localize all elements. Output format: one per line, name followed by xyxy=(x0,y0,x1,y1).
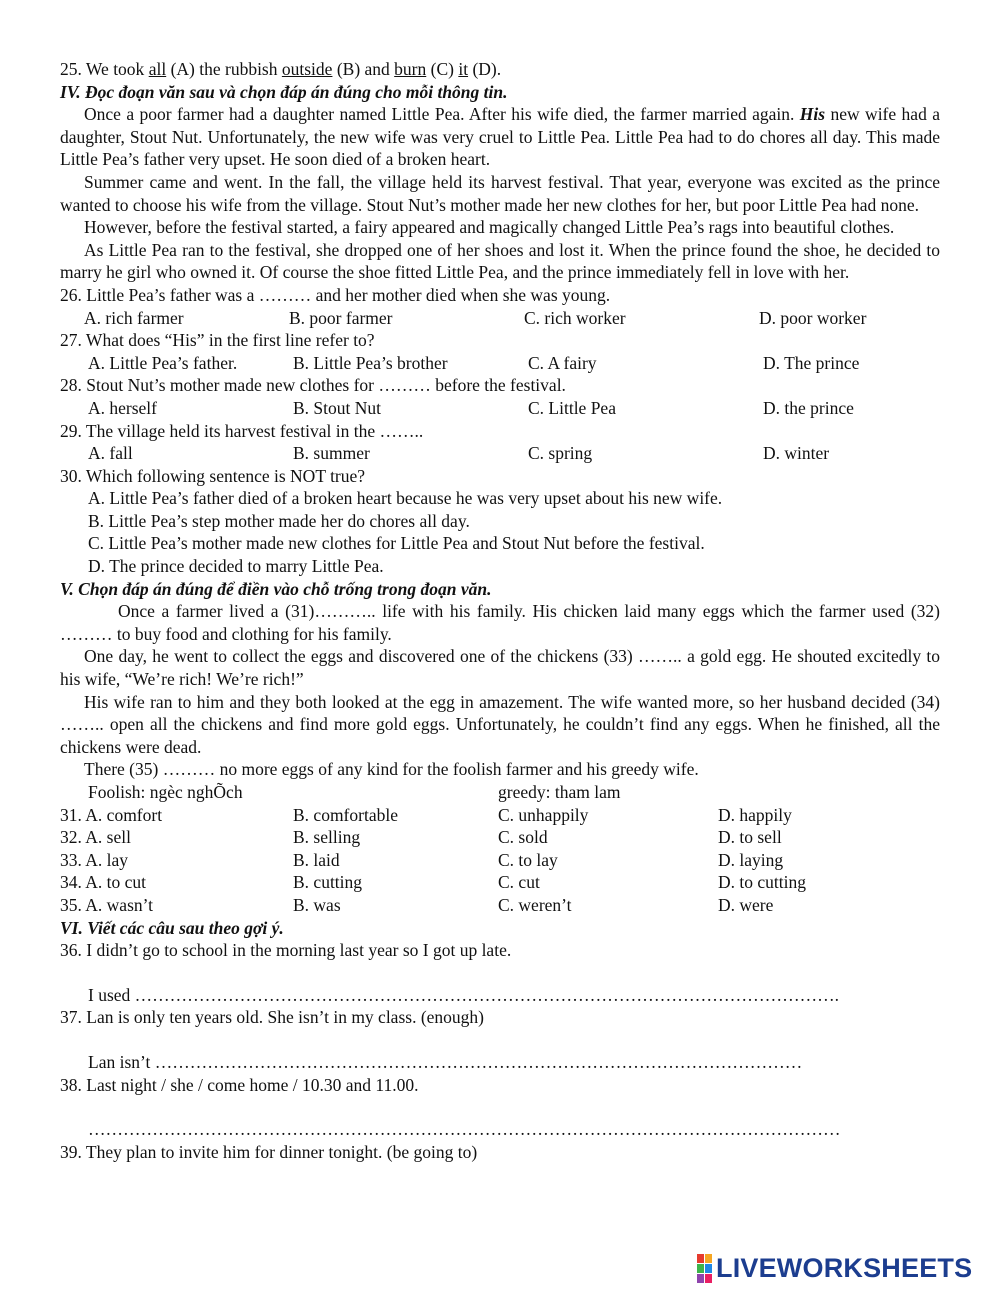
answer-options xyxy=(60,397,940,420)
mark-block xyxy=(705,1254,712,1263)
cloze-answer-31 xyxy=(60,804,940,827)
question-text: 37. Lan is only ten years old. She isn’t in my class. (enough) xyxy=(60,1007,484,1028)
question-25: 25. We took all (A) the rubbish outside (B) and burn (C) it (D). xyxy=(60,59,502,79)
mark-block xyxy=(705,1274,712,1283)
option-c[interactable]: C. Little Pea xyxy=(528,397,616,418)
glossary xyxy=(60,781,940,804)
option-b[interactable]: B. comfortable xyxy=(293,804,398,825)
option-c[interactable]: C. sold xyxy=(498,827,548,848)
question-29 xyxy=(60,420,940,465)
option-c[interactable]: C. to lay xyxy=(498,849,558,870)
option-a[interactable]: 33. A. lay xyxy=(60,849,129,870)
question-text: 29. The village held its harvest festival in the …….. xyxy=(60,420,424,441)
option-d[interactable]: D. The prince decided to marry Little Pea. xyxy=(88,556,384,577)
option-b[interactable]: B. selling xyxy=(293,827,361,848)
answer-line[interactable]: I used …………………………………………………………………………………………………………. xyxy=(88,984,840,1005)
question-37 xyxy=(60,1006,940,1073)
option-a[interactable]: 35. A. wasn’t xyxy=(60,894,154,915)
cloze-paragraph-1: Once a farmer lived a (31)……….. life with his family. His chicken laid many eggs which the farmer used (32) ……… to buy food and clothing for his family. xyxy=(60,601,940,644)
logo-text: LIVEWORKSHEETS xyxy=(716,1252,973,1283)
answer-options xyxy=(60,442,940,465)
cloze-answer-34 xyxy=(60,871,940,894)
question-27 xyxy=(60,329,940,374)
answer-options xyxy=(60,307,940,330)
option-c[interactable]: C. spring xyxy=(528,443,593,464)
option-b[interactable]: B. summer xyxy=(293,443,370,464)
section-6-heading: VI. Viết các câu sau theo gợi ý. xyxy=(60,917,284,938)
cloze-paragraph-4: There (35) ……… no more eggs of any kind for the foolish farmer and his greedy wife. xyxy=(84,759,699,780)
option-c[interactable]: C. A fairy xyxy=(528,352,597,373)
passage-paragraph-1: Once a poor farmer had a daughter named Little Pea. After his wife died, the farmer married again. His new wife had a daughter, Stout Nut. Unfortunately, the new wife was very cruel to Little Pea. Little Pea had to do chores all day. This made Little Pea’s father very upset. He soon died of a broken heart. xyxy=(60,104,940,170)
option-b[interactable]: B. Little Pea’s brother xyxy=(293,352,448,373)
mark-block xyxy=(697,1254,704,1263)
mark-block xyxy=(697,1274,704,1283)
cloze-paragraph-3: His wife ran to him and they both looked at the egg in amazement. The wife wanted more, so her husband decided (34) …….. open all the chickens and find more gold eggs. Unfortunately, he couldn’t find any eggs. When he finished, all the chickens were dead. xyxy=(60,691,940,757)
option-d[interactable]: D. laying xyxy=(718,849,784,870)
worksheet-page xyxy=(60,58,940,1163)
answer-line[interactable]: ………………………………………………………………………………………………………………… xyxy=(88,1119,841,1140)
cloze-paragraph-2: One day, he went to collect the eggs and discovered one of the chickens (33) …….. a gold egg. He shouted excitedly to his wife, “We’re rich! We’re rich!” xyxy=(60,646,940,690)
question-text: 30. Which following sentence is NOT true? xyxy=(60,465,366,486)
option-d[interactable]: D. to cutting xyxy=(718,872,806,893)
passage-paragraph-3: However, before the festival started, a fairy appeared and magically changed Little Pea’s rags into beautiful clothes. xyxy=(84,217,895,238)
option-c[interactable]: C. unhappily xyxy=(498,804,589,825)
question-39: 39. They plan to invite him for dinner tonight. (be going to) xyxy=(60,1141,478,1162)
liveworksheets-mark-icon xyxy=(697,1254,712,1283)
mark-block xyxy=(697,1264,704,1273)
option-a[interactable]: 31. A. comfort xyxy=(60,804,163,825)
cloze-answer-32 xyxy=(60,826,940,849)
question-text: 38. Last night / she / come home / 10.30 and 11.00. xyxy=(60,1074,419,1095)
option-b[interactable]: B. Little Pea’s step mother made her do chores all day. xyxy=(88,510,470,531)
option-b[interactable]: B. laid xyxy=(293,849,340,870)
option-d[interactable]: D. to sell xyxy=(718,827,782,848)
question-30 xyxy=(60,465,940,578)
option-b[interactable]: B. was xyxy=(293,894,341,915)
option-d[interactable]: D. The prince xyxy=(763,352,860,373)
option-c[interactable]: C. weren’t xyxy=(498,894,572,915)
answer-options xyxy=(60,352,940,375)
answer-line[interactable]: Lan isn’t ………………………………………………………………………………………………… xyxy=(88,1051,803,1072)
option-c[interactable]: C. Little Pea’s mother made new clothes for Little Pea and Stout Nut before the festival. xyxy=(88,533,705,554)
glossary-greedy: greedy: tham lam xyxy=(498,782,621,802)
liveworksheets-logo[interactable] xyxy=(697,1253,972,1283)
option-c[interactable]: C. cut xyxy=(498,872,540,893)
question-38 xyxy=(60,1074,940,1141)
question-text: 28. Stout Nut’s mother made new clothes for ……… before the festival. xyxy=(60,375,566,396)
passage-paragraph-2: Summer came and went. In the fall, the village held its harvest festival. That year, everyone was excited as the prince wanted to choose his wife from the village. Stout Nut’s mother made her new clothes for her, but poor Little Pea had none. xyxy=(60,171,940,215)
option-b[interactable]: B. cutting xyxy=(293,872,363,893)
option-d[interactable]: D. were xyxy=(718,894,774,915)
option-a[interactable]: A. herself xyxy=(88,397,158,418)
question-text: 36. I didn’t go to school in the morning last year so I got up late. xyxy=(60,940,512,961)
section-4-heading: IV. Đọc đoạn văn sau và chọn đáp án đúng cho mỗi thông tin. xyxy=(60,81,508,102)
question-text: 27. What does “His” in the first line refer to? xyxy=(60,330,375,351)
option-a[interactable]: 34. A. to cut xyxy=(60,872,147,893)
section-5-heading: V. Chọn đáp án đúng để điền vào chỗ trống trong đoạn văn. xyxy=(60,578,492,599)
question-text: 26. Little Pea’s father was a ……… and her mother died when she was young. xyxy=(60,284,611,305)
option-b[interactable]: B. poor farmer xyxy=(289,307,393,328)
mark-block xyxy=(705,1264,712,1273)
question-36 xyxy=(60,939,940,1006)
question-26 xyxy=(60,284,940,329)
option-d[interactable]: D. the prince xyxy=(763,397,854,418)
option-c[interactable]: C. rich worker xyxy=(524,307,626,328)
cloze-answer-33 xyxy=(60,849,940,872)
option-a[interactable]: A. rich farmer xyxy=(84,307,184,328)
option-a[interactable]: A. fall xyxy=(88,443,133,464)
glossary-foolish: Foolish: ngèc nghÕch xyxy=(88,782,243,802)
option-d[interactable]: D. winter xyxy=(763,443,830,464)
option-d[interactable]: D. happily xyxy=(718,804,792,825)
option-d[interactable]: D. poor worker xyxy=(759,307,867,328)
cloze-answer-35 xyxy=(60,894,940,917)
passage-paragraph-4: As Little Pea ran to the festival, she dropped one of her shoes and lost it. When the prince found the shoe, he decided to marry he girl who owned it. Of course the shoe fitted Little Pea, and the prince immediately fell in love with her. xyxy=(60,239,940,283)
option-a[interactable]: A. Little Pea’s father. xyxy=(88,352,238,373)
question-28 xyxy=(60,374,940,419)
option-a[interactable]: 32. A. sell xyxy=(60,827,131,848)
option-b[interactable]: B. Stout Nut xyxy=(293,397,382,418)
option-a[interactable]: A. Little Pea’s father died of a broken heart because he was very upset about his new wife. xyxy=(88,488,723,509)
